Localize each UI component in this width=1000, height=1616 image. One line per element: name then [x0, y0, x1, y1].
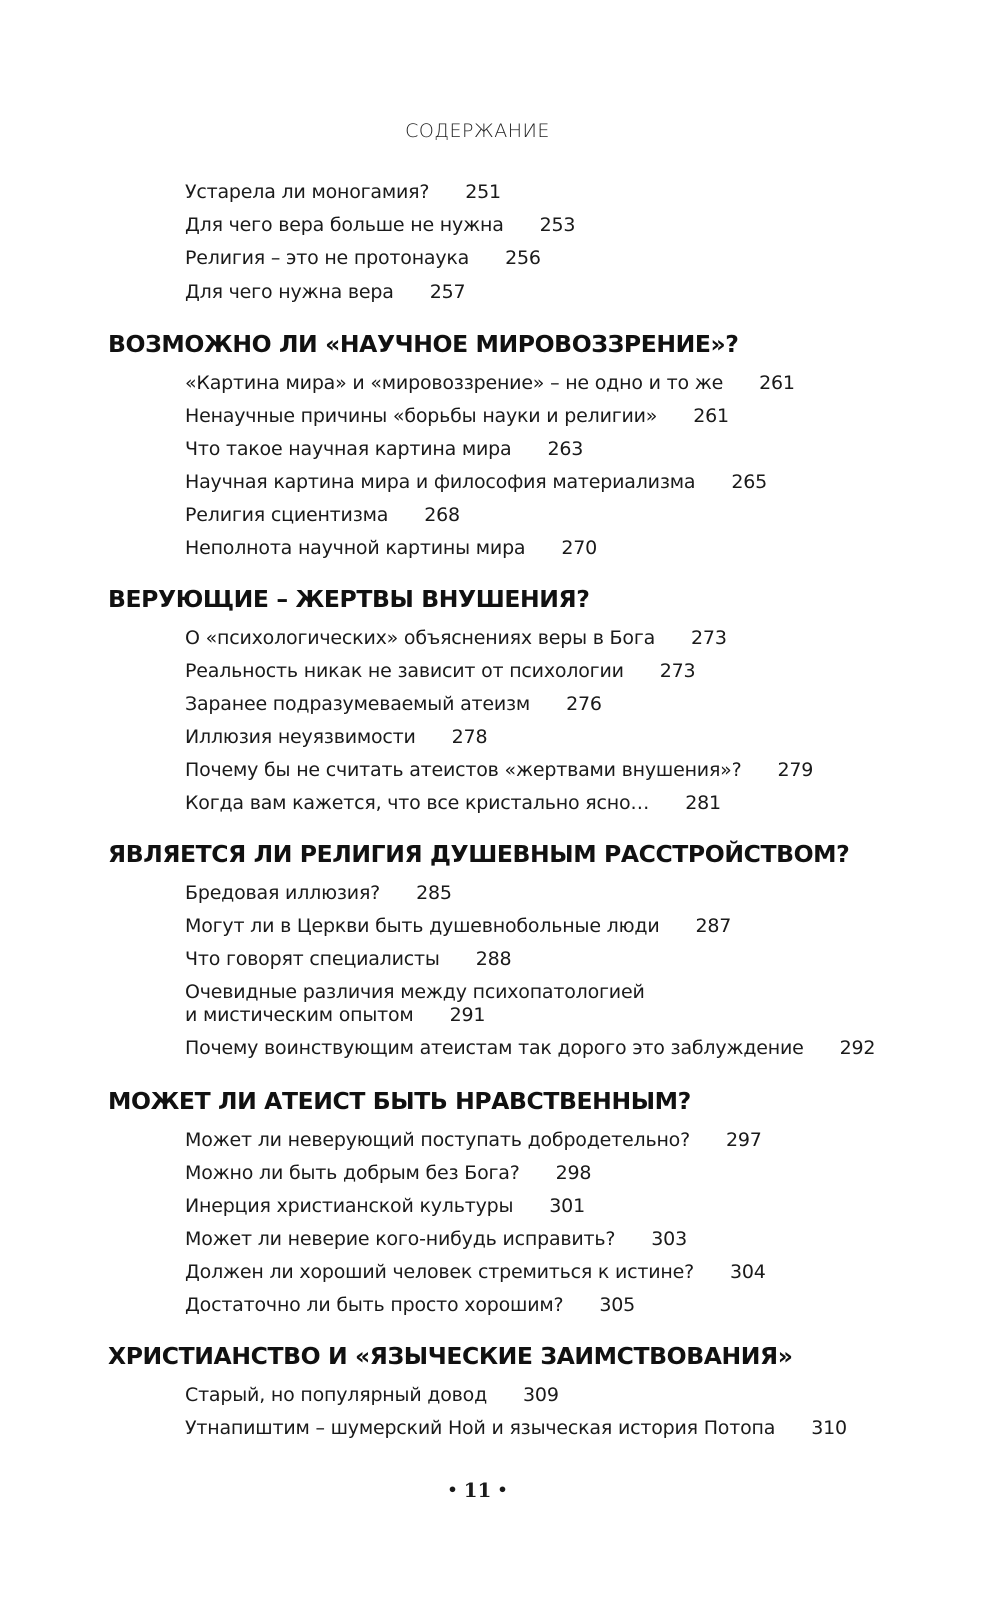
toc-entry-title: Инерция христианской культуры — [185, 1195, 514, 1217]
page-footer — [0, 1478, 955, 1502]
toc-entry-title: Неполнота научной картины мира — [185, 537, 526, 559]
toc-page-number: 279 — [777, 759, 814, 781]
toc-page-number: 298 — [555, 1162, 592, 1184]
toc-entry-continued — [185, 1004, 485, 1027]
toc-page-number: 304 — [730, 1261, 766, 1283]
toc-entry-title: О «психологических» объяснениях веры в Бога — [185, 627, 656, 649]
toc-entry-title: Почему бы не считать атеистов «жертвами внушения»? — [185, 759, 742, 781]
toc-entry — [185, 726, 487, 749]
toc-entry — [185, 660, 695, 683]
toc-entry — [185, 1417, 847, 1440]
toc-entry-title: Достаточно ли быть просто хорошим? — [185, 1294, 564, 1316]
toc-page-number: 256 — [505, 247, 541, 269]
toc-entry — [185, 1261, 766, 1284]
toc-page-number: 261 — [759, 372, 795, 394]
toc-entry — [185, 281, 465, 304]
toc-entry — [185, 372, 795, 395]
page-number: 11 — [463, 1478, 492, 1502]
toc-entry-title: Для чего нужна вера — [185, 281, 394, 303]
toc-page-number: 288 — [475, 948, 512, 970]
toc-page-number: 305 — [599, 1294, 636, 1316]
toc-page-number: 278 — [451, 726, 488, 748]
toc-entry-title: Заранее подразумеваемый атеизм — [185, 693, 531, 715]
toc-page-number: 268 — [424, 504, 460, 526]
toc-entry — [185, 1294, 635, 1317]
toc-entry-title: Ненаучные причины «борьбы науки и религии» — [185, 405, 658, 427]
footer-dot-left: • — [447, 1480, 458, 1499]
toc-page-number: 251 — [465, 181, 501, 203]
section-heading: ВОЗМОЖНО ЛИ «НАУЧНОЕ МИРОВОЗЗРЕНИЕ»? — [108, 330, 739, 358]
section-heading: МОЖЕТ ЛИ АТЕИСТ БЫТЬ НРАВСТВЕННЫМ? — [108, 1087, 691, 1115]
toc-page-number: 263 — [547, 438, 584, 460]
toc-entry — [185, 759, 813, 782]
toc-entry-title: Должен ли хороший человек стремиться к истине? — [185, 1261, 695, 1283]
toc-page-number: 261 — [693, 405, 729, 427]
toc-page-number: 297 — [726, 1129, 762, 1151]
toc-page-number: 253 — [539, 214, 576, 236]
toc-entry-title: Для чего вера больше не нужна — [185, 214, 504, 236]
toc-page-number: 257 — [429, 281, 466, 303]
toc-page-number: 301 — [549, 1195, 585, 1217]
toc-entry-title: Религия сциентизма — [185, 504, 389, 526]
section-heading: ВЕРУЮЩИЕ – ЖЕРТВЫ ВНУШЕНИЯ? — [108, 585, 590, 613]
toc-entry — [185, 181, 501, 204]
page-header: СОДЕРЖАНИЕ — [405, 120, 550, 142]
toc-entry — [185, 405, 729, 428]
toc-entry-title: Может ли неверующий поступать добродетельно? — [185, 1129, 690, 1151]
toc-entry-title: Можно ли быть добрым без Бога? — [185, 1162, 520, 1184]
toc-entry-title: Что такое научная картина мира — [185, 438, 512, 460]
toc-entry — [185, 214, 575, 237]
toc-entry — [185, 792, 721, 815]
toc-entry — [185, 1228, 687, 1251]
toc-entry — [185, 693, 602, 716]
toc-entry: Очевидные различия между психопатологией — [185, 981, 645, 1003]
toc-page-number: 273 — [691, 627, 727, 649]
section-heading: ЯВЛЯЕТСЯ ЛИ РЕЛИГИЯ ДУШЕВНЫМ РАССТРОЙСТВОМ? — [108, 840, 850, 868]
toc-entry-title: Религия – это не протонаука — [185, 247, 470, 269]
toc-entry-title: Реальность никак не зависит от психологии — [185, 660, 624, 682]
toc-entry — [185, 915, 731, 938]
toc-entry-title: Может ли неверие кого-нибудь исправить? — [185, 1228, 616, 1250]
toc-entry-title: Почему воинствующим атеистам так дорого это заблуждение — [185, 1037, 804, 1059]
toc-entry — [185, 882, 452, 905]
toc-entry — [185, 627, 727, 650]
toc-entry — [185, 537, 597, 560]
toc-page-number: 287 — [695, 915, 732, 937]
toc-page-number: 291 — [449, 1004, 486, 1026]
toc-entry-title: Научная картина мира и философия материализма — [185, 471, 696, 493]
toc-entry-title: Старый, но популярный довод — [185, 1384, 488, 1406]
toc-page-number: 292 — [839, 1037, 876, 1059]
toc-page-number: 285 — [416, 882, 452, 904]
toc-entry — [185, 1162, 591, 1185]
footer-dot-right: • — [497, 1480, 508, 1499]
toc-entry-title: Утнапиштим – шумерский Ной и языческая история Потопа — [185, 1417, 776, 1439]
toc-entry-title: и мистическим опытом — [185, 1004, 414, 1026]
toc-entry-title: Могут ли в Церкви быть душевнобольные люди — [185, 915, 660, 937]
toc-page-number: 303 — [651, 1228, 687, 1250]
toc-page-number: 281 — [685, 792, 721, 814]
toc-page-number: 309 — [523, 1384, 559, 1406]
toc-entry-title: Что говорят специалисты — [185, 948, 440, 970]
toc-entry-title: «Картина мира» и «мировоззрение» – не одно и то же — [185, 372, 724, 394]
toc-entry — [185, 1129, 762, 1152]
toc-entry-title: Иллюзия неуязвимости — [185, 726, 416, 748]
toc-entry — [185, 504, 460, 527]
toc-page-number: 273 — [659, 660, 696, 682]
toc-entry — [185, 438, 583, 461]
toc-page-number: 265 — [731, 471, 767, 493]
toc-entry — [185, 471, 767, 494]
toc-entry — [185, 948, 511, 971]
toc-entry — [185, 1195, 585, 1218]
toc-entry-title: Бредовая иллюзия? — [185, 882, 381, 904]
toc-page-number: 276 — [566, 693, 602, 715]
toc-entry — [185, 1384, 559, 1407]
toc-entry — [185, 247, 541, 270]
toc-page-number: 270 — [561, 537, 598, 559]
toc-page-number: 310 — [811, 1417, 847, 1439]
toc-entry — [185, 1037, 875, 1060]
toc-entry-title: Устарела ли моногамия? — [185, 181, 430, 203]
toc-entry-title: Когда вам кажется, что все кристально ясно… — [185, 792, 650, 814]
section-heading: ХРИСТИАНСТВО И «ЯЗЫЧЕСКИЕ ЗАИМСТВОВАНИЯ» — [108, 1342, 793, 1370]
